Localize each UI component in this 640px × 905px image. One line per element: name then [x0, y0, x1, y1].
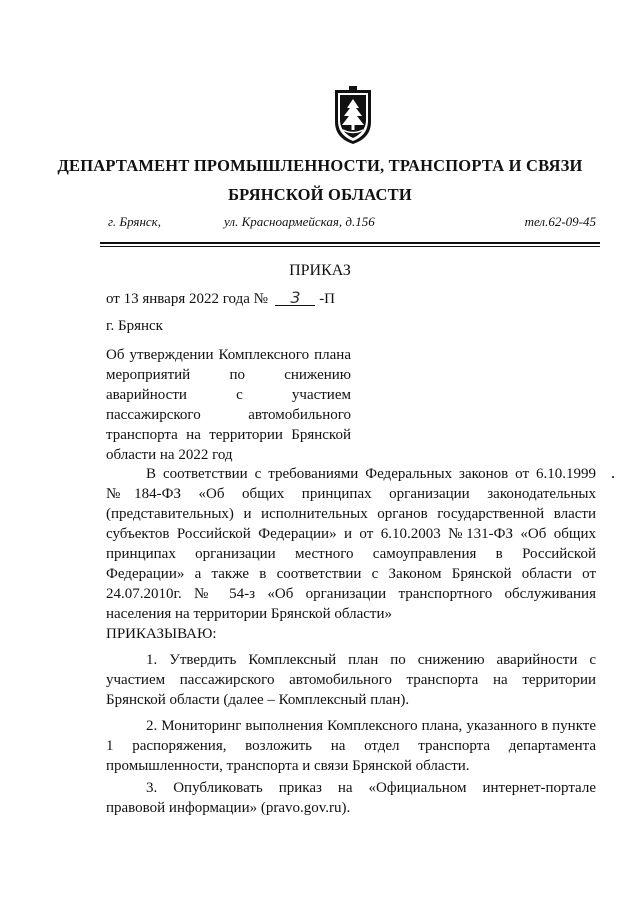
- subject-line: пассажирского автомобильного: [106, 407, 351, 423]
- subject-line: Об утверждении Комплексного плана: [106, 347, 351, 363]
- organization-name-line2: БРЯНСКОЙ ОБЛАСТИ: [228, 185, 412, 204]
- order-number-suffix: -П: [319, 291, 336, 307]
- order-item-3: 3. Опубликовать приказ на «Официальном интернет-портале правовой информации» (pravo.gov.ru).: [106, 780, 596, 816]
- subject-line: транспорта на территории Брянской: [106, 427, 351, 443]
- order-item-2: 2. Мониторинг выполнения Комплексного плана, указанного в пункте 1 распоряжения, возложить на отдел транспорта департамента промышленности, транспорта и связи Брянской области.: [106, 718, 596, 774]
- order-number: 3: [275, 290, 315, 306]
- order-subject: [106, 345, 351, 465]
- scan-speck: [612, 476, 614, 478]
- order-number-line: [106, 290, 335, 308]
- document-city: г. Брянск: [106, 318, 163, 334]
- order-item-1: 1. Утвердить Комплексный план по снижению аварийности с участием пассажирского автомобильного транспорта на территории Брянской области (далее – Комплексный план).: [106, 652, 596, 708]
- header-street: ул. Красноармейская, д.156: [224, 214, 375, 229]
- bryansk-coat-of-arms-icon: [329, 86, 377, 146]
- header-phone: тел.62-09-45: [524, 214, 596, 229]
- order-date: от 13 января 2022 года №: [106, 291, 268, 307]
- document-title: ПРИКАЗ: [289, 262, 351, 279]
- preamble-paragraph: В соответствии с требованиями Федеральных законов от 6.10.1999 №184-ФЗ «Об общих принципах организации законодательных (представительных) и исполнительных органов государственной власти субъектов Российской Федерации» и от 6.10.2003 №131-ФЗ «Об общих принципах организации местного самоуправления в Российской Федерации» а также в соответствии с Законом Брянской области от 24.07.2010г. № 54-з «Об организации транспортного обслуживания населения на территории Брянской области»: [106, 466, 596, 622]
- subject-line: области на 2022 год: [106, 447, 233, 463]
- order-word: ПРИКАЗЫВАЮ:: [106, 626, 217, 642]
- header-city: г. Брянск,: [108, 214, 161, 229]
- subject-line: мероприятий по снижению: [106, 367, 351, 383]
- header-divider-thick: [100, 242, 600, 244]
- header-divider-thin: [100, 246, 600, 247]
- organization-name-line1: ДЕПАРТАМЕНТ ПРОМЫШЛЕННОСТИ, ТРАНСПОРТА И СВЯЗИ: [57, 156, 583, 175]
- subject-line: аварийности с участием: [106, 387, 351, 403]
